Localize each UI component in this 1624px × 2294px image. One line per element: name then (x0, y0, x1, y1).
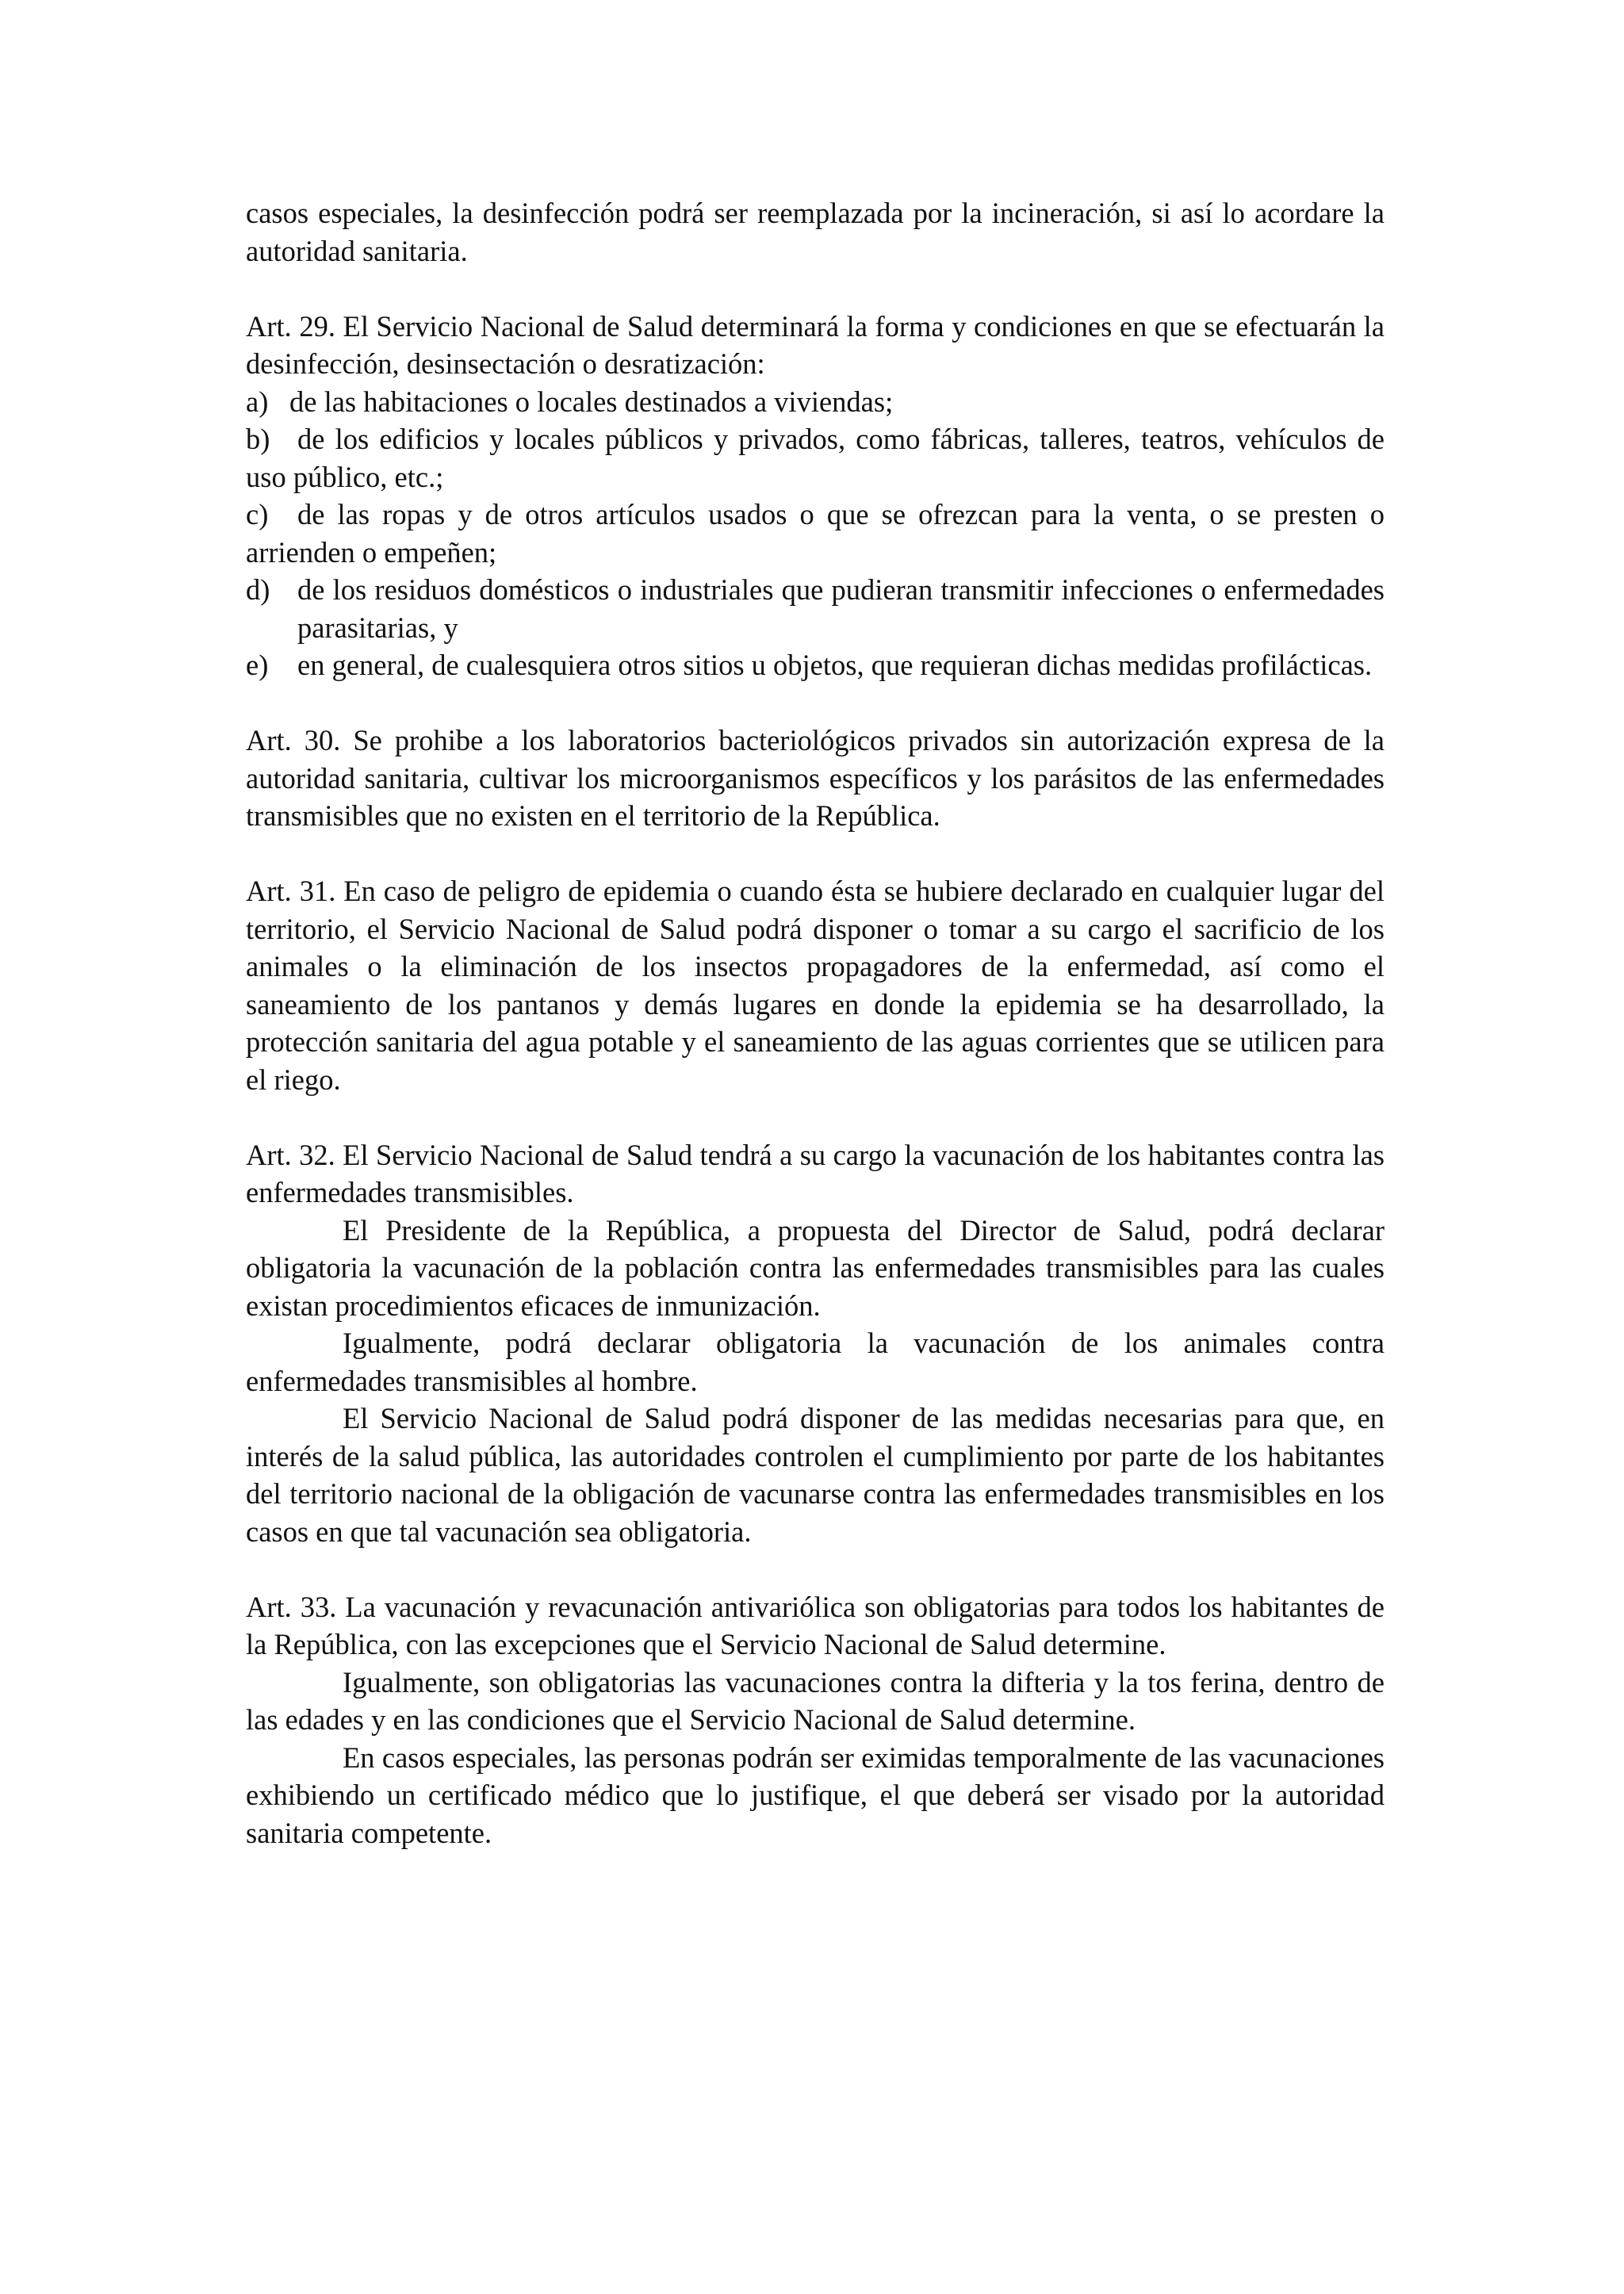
item-label: c) (246, 498, 269, 530)
article-32-para-1: Art. 32. El Servicio Nacional de Salud tendrá a su cargo la vacunación de los habitantes contra las enfermedades transmisibles. (246, 1138, 1385, 1208)
paragraph-continuation: casos especiales, la desinfección podrá ser reemplazada por la incineración, si así lo acordare la autoridad sanitaria. (246, 197, 1385, 267)
item-text: de los edificios y locales públicos y privados, como fábricas, talleres, teatros, vehículos de uso público, etc.; (246, 423, 1385, 493)
article-33-para-3: En casos especiales, las personas podrán ser eximidas temporalmente de las vacunaciones exhibiendo un certificado médico que lo justifique, el que deberá ser visado por la autoridad sanitaria competente. (246, 1741, 1385, 1849)
item-text: de las ropas y de otros artículos usados o que se ofrezcan para la venta, o se presten o arrienden o empeñen; (246, 498, 1385, 569)
article-29-item-a (246, 383, 1385, 421)
article-32-para-4: El Servicio Nacional de Salud podrá disponer de las medidas necesarias para que, en interés de la salud pública, las autoridades controlen el cumplimiento por parte de los habitantes del territorio nacional de la obligación de vacunarse contra las enfermedades transmisibles en los casos en que tal vacunación sea obligatoria. (246, 1402, 1385, 1548)
document-body (246, 194, 1385, 1852)
item-text: de las habitaciones o locales destinados a viviendas; (289, 385, 894, 418)
item-text: en general, de cualesquiera otros sitios u objetos, que requieran dichas medidas profilácticas. (297, 649, 1373, 681)
article-33-para-2: Igualmente, son obligatorias las vacunaciones contra la difteria y la tos ferina, dentro de las edades y en las condiciones que el Servicio Nacional de Salud determine. (246, 1665, 1385, 1736)
article-29-item-e (246, 646, 1385, 684)
article-32-para-2: El Presidente de la República, a propuesta del Director de Salud, podrá declarar obligatoria la vacunación de la población contra las enfermedades transmisibles para las cuales existan procedimientos eficaces de inmunización. (246, 1213, 1385, 1322)
item-label: d) (246, 573, 270, 606)
article-30: Art. 30. Se prohibe a los laboratorios bacteriológicos privados sin autorización expresa de la autoridad sanitaria, cultivar los microorganismos específicos y los parásitos de las enfermedades transmisibles que no existen en el territorio de la República. (246, 724, 1385, 832)
item-label: e) (246, 649, 269, 681)
article-29-item-b (246, 420, 1385, 496)
article-32-para-3: Igualmente, podrá declarar obligatoria la vacunación de los animales contra enfermedades transmisibles al hombre. (246, 1327, 1385, 1397)
item-label: b) (246, 423, 270, 455)
item-text: de los residuos domésticos o industriales que pudieran transmitir infecciones o enfermedades parasitarias, y (297, 573, 1385, 644)
article-29-item-c (246, 496, 1385, 571)
article-33-para-1: Art. 33. La vacunación y revacunación antivariólica son obligatorias para todos los habitantes de la República, con las excepciones que el Servicio Nacional de Salud determine. (246, 1590, 1385, 1660)
article-29-intro: Art. 29. El Servicio Nacional de Salud determinará la forma y condiciones en que se efectuarán la desinfección, desinsectación o desratización: (246, 309, 1385, 380)
item-label: a) (246, 385, 269, 418)
article-31: Art. 31. En caso de peligro de epidemia o cuando ésta se hubiere declarado en cualquier lugar del territorio, el Servicio Nacional de Salud podrá disponer o tomar a su cargo el sacrificio de los animales o la eliminación de los insectos propagadores de la enfermedad, así como el saneamiento de los pantanos y demás lugares en donde la epidemia se ha desarrollado, la protección sanitaria del agua potable y el saneamiento de las aguas corrientes que se utilicen para el riego. (246, 875, 1385, 1096)
article-29-item-d (246, 571, 1385, 646)
